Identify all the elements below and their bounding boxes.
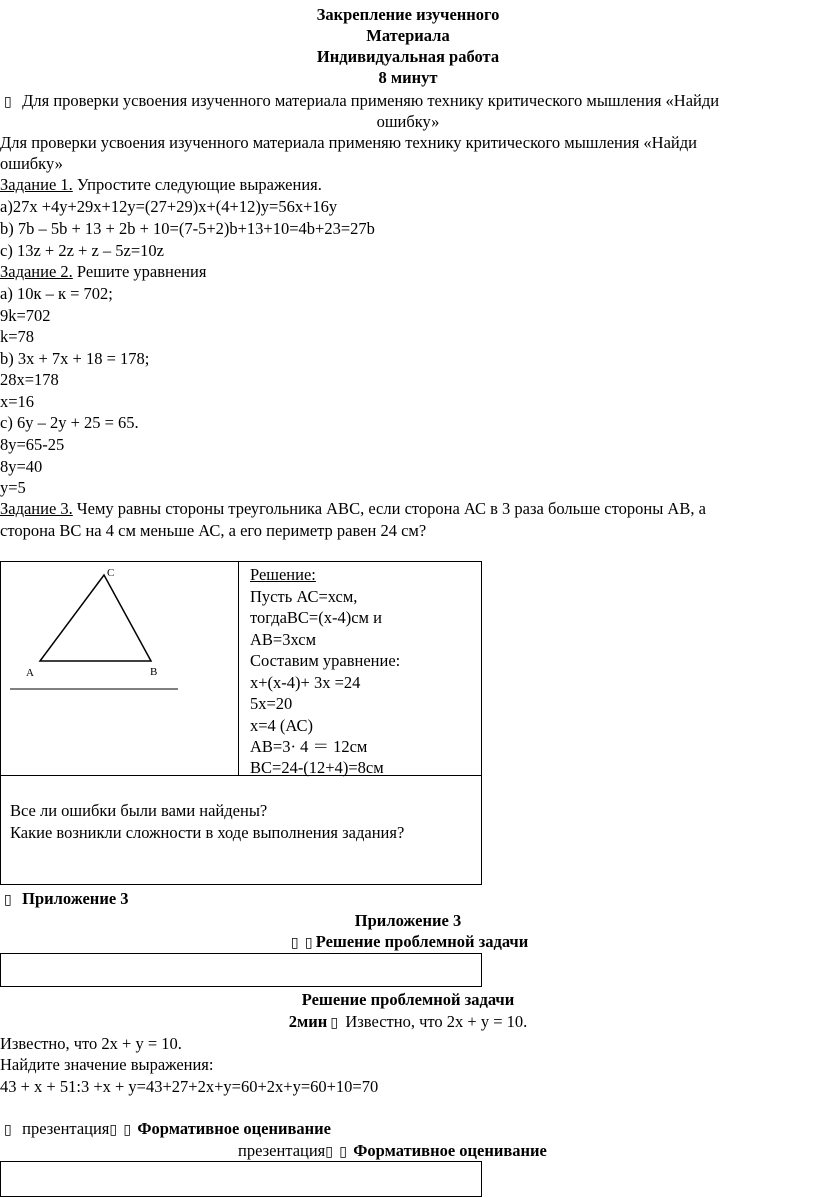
solution-line: Пусть АС=хсм, [250, 587, 358, 606]
problem-solution: 43 + х + 51:3 +х + у=43+27+2х+у=60+2х+у=60+10=70 [0, 1077, 379, 1096]
task1-label: Задание 1. [0, 175, 73, 194]
solution-line: х+(х-4)+ 3х =24 [250, 673, 361, 692]
task3-text: Чему равны стороны треугольника АВС, если сторона АС в 3 раза больше стороны АВ, а [72, 499, 706, 518]
missing-glyph-icon: ▯ [109, 1122, 118, 1138]
solution-title: Решение: [250, 565, 316, 584]
task1-item-a: а)27х +4у+29х+12у=(27+29)х+(4+12)у=56х+16у [0, 197, 338, 216]
missing-glyph-icon: ▯ [290, 935, 299, 951]
intro-paragraph-2-end: ошибку» [0, 154, 63, 173]
task2-line: 8y=40 [0, 457, 43, 476]
task3-label: Задание 3. [0, 499, 73, 518]
appendix-heading-left: ▯ Приложение 3 [4, 888, 129, 912]
work-type-heading: Индивидуальная работа [316, 47, 500, 66]
page-title-line2: Материала [366, 26, 450, 45]
page-title: Закрепление изученного [316, 5, 500, 24]
missing-glyph-icon: ▯ [339, 1144, 347, 1160]
task2-line: 9k=702 [0, 306, 51, 325]
task3-text-line2: сторона ВС на 4 см меньше АС, а его периметр равен 24 см? [0, 521, 427, 540]
solution-line: ВС=24-(12+4)=8см [250, 758, 384, 777]
task2-line: 8y=65-25 [0, 435, 65, 454]
formative-heading-center: презентация▯ ▯ Формативное оценивание [238, 1140, 547, 1164]
table-column-divider [238, 561, 239, 776]
vertex-label-c: С [107, 567, 115, 579]
task2-line: b) 3x + 7x + 18 = 178; [0, 349, 150, 368]
task1-text: Упростите следующие выражения. [72, 175, 322, 194]
task2-line: а) 10к – к = 702; [0, 284, 113, 303]
task2-text: Решите уравнения [72, 262, 207, 281]
table-row-divider [0, 775, 482, 776]
problem-time-line: 2мин ▯ Известно, что 2х + у = 10. [0, 1011, 816, 1035]
solution-line: АВ=3· 4 ＝ 12см [250, 737, 368, 756]
solution-line: 5х=20 [250, 694, 293, 713]
empty-box [0, 1161, 482, 1197]
task2-line: y=5 [0, 478, 26, 497]
task2-line: x=16 [0, 392, 35, 411]
reflection-question-1: Все ли ошибки были вами найдены? [10, 801, 268, 820]
solution-line: АВ=3хсм [250, 630, 317, 649]
intro-paragraph-1-end: ошибку» [376, 112, 440, 131]
vertex-label-b: В [150, 666, 158, 678]
solution-line: х=4 (АС) [250, 716, 314, 735]
appendix-heading: Приложение 3 [354, 911, 462, 930]
time-heading: 8 минут [378, 68, 438, 87]
solution-line: тогдаВС=(х-4)см и [250, 608, 382, 627]
missing-glyph-icon: ▯ [4, 94, 12, 110]
empty-box [0, 953, 482, 987]
problem-question: Найдите значение выражения: [0, 1055, 214, 1074]
task1-item-b: b) 7b – 5b + 13 + 2b + 10=(7-5+2)b+13+10=4b+23=27b [0, 219, 375, 238]
reflection-question-2: Какие возникли сложности в ходе выполнения задания? [10, 823, 405, 842]
task3-heading [0, 498, 706, 520]
missing-glyph-icon: ▯ [4, 892, 12, 908]
task2-heading [0, 261, 206, 283]
missing-glyph-icon: ▯ [4, 1122, 12, 1138]
formative-heading-left: ▯ презентация▯ ▯ Формативное оценивание [4, 1118, 331, 1142]
missing-glyph-icon: ▯ [304, 935, 313, 951]
problem-given: Известно, что 2х + у = 10. [0, 1034, 182, 1053]
intro-paragraph-2: Для проверки усвоения изученного материала применяю технику критического мышления «Найди [0, 133, 697, 152]
problem-heading: Решение проблемной задачи [301, 990, 515, 1009]
task2-label: Задание 2. [0, 262, 73, 281]
missing-glyph-icon: ▯ [123, 1122, 132, 1138]
problem-heading-with-icons: ▯ ▯ Решение проблемной задачи [0, 931, 816, 955]
task2-line: k=78 [0, 327, 35, 346]
problem-time: 2мин [288, 1012, 328, 1031]
missing-glyph-icon: ▯ [325, 1144, 333, 1160]
triangle-figure [0, 561, 238, 775]
solution-line: Составим уравнение: [250, 651, 401, 670]
task1-heading [0, 174, 322, 196]
vertex-label-a: А [26, 667, 34, 679]
missing-glyph-icon: ▯ [330, 1015, 339, 1031]
task2-line: 28x=178 [0, 370, 59, 389]
task1-item-c: c) 13z + 2z + z – 5z=10z [0, 241, 164, 260]
intro-paragraph-1: ▯ Для проверки усвоения изученного материала применяю технику критического мышления «Найди [4, 90, 719, 114]
task2-line: c) 6y – 2y + 25 = 65. [0, 413, 139, 432]
triangle-abc [40, 575, 151, 661]
